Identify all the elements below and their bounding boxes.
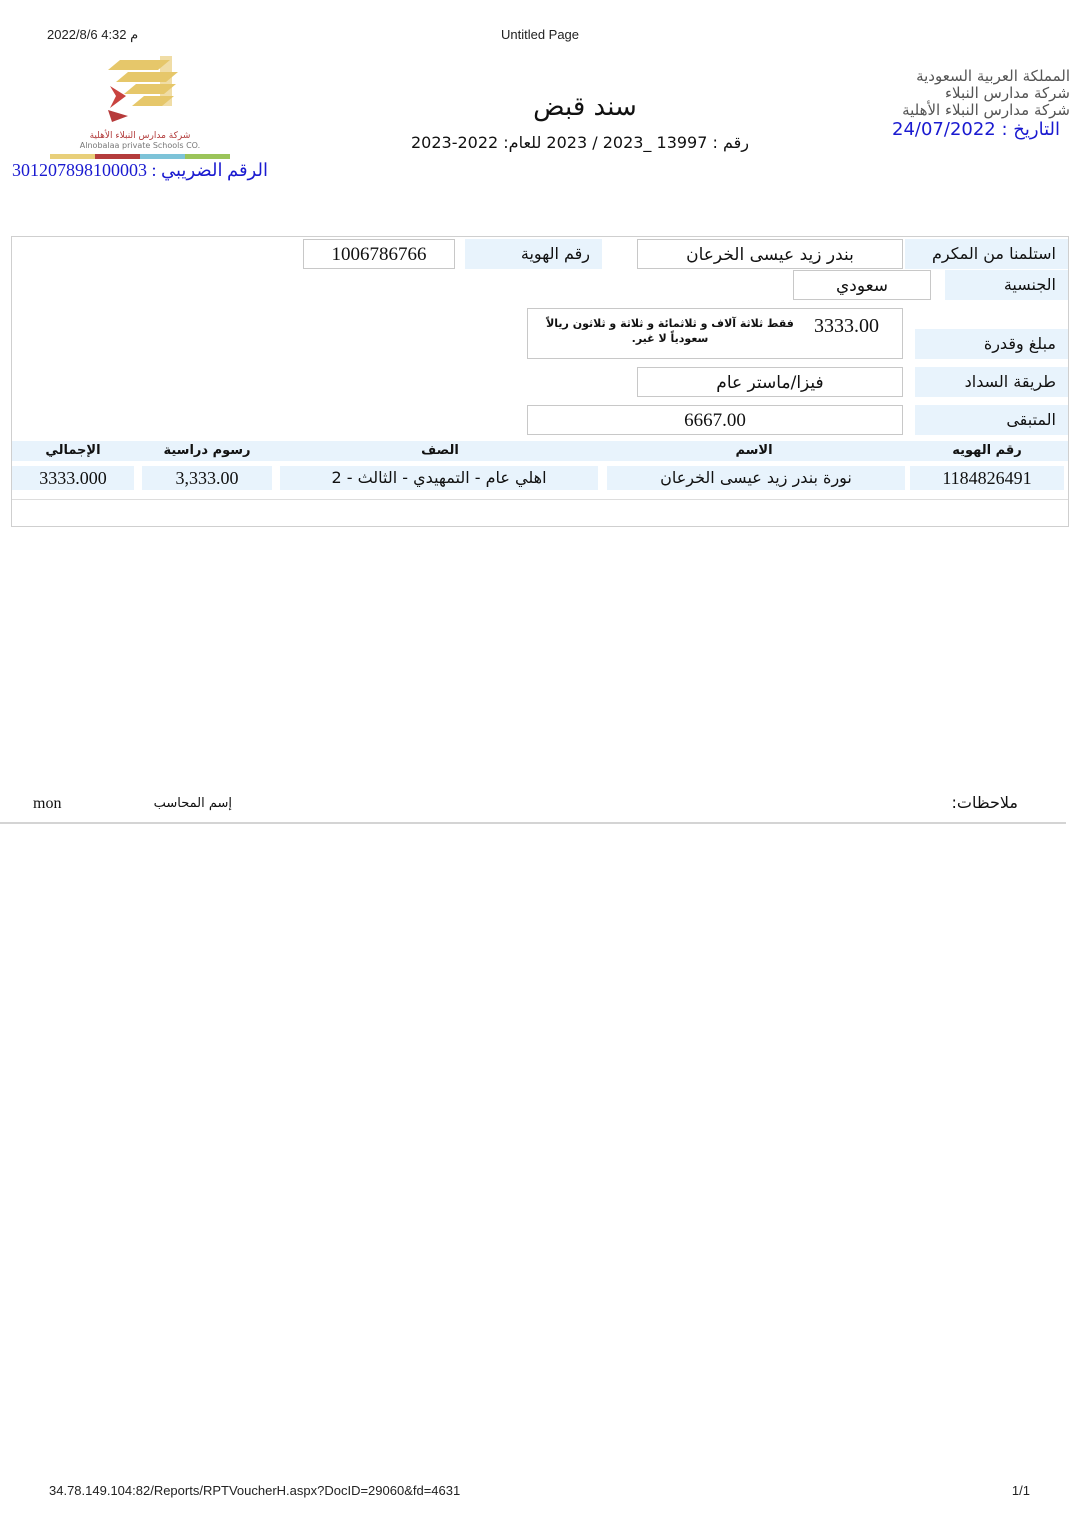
- nationality-field: سعودي: [793, 270, 931, 300]
- print-page-title: Untitled Page: [500, 27, 580, 42]
- company-logo: [50, 52, 230, 162]
- id-number-label: رقم الهوية: [465, 239, 602, 269]
- org-country: المملكة العربية السعودية: [916, 67, 1070, 85]
- id-number-field: 1006786766: [303, 239, 455, 269]
- amount-in-words: فقط ثلاثة آلاف و ثلاثمائة و ثلاثة و ثلاثون ريالاً سعودياً لا غير.: [546, 317, 794, 345]
- amount-label: مبلغ وقدرة: [915, 329, 1068, 359]
- nationality-label: الجنسية: [945, 270, 1068, 300]
- payment-method-label: طريقة السداد: [915, 367, 1068, 397]
- voucher-title: سند قبض: [533, 92, 637, 122]
- cell-id: 1184826491: [910, 466, 1064, 490]
- cell-total: 3333.000: [12, 466, 134, 490]
- logo-english-text: Alnobalaa private Schools CO.: [79, 141, 201, 150]
- logo-arabic-text: شركة مدارس النبلاء الأهلية: [89, 131, 191, 141]
- organization-block: [810, 68, 1070, 138]
- received-from-label: استلمنا من المكرم: [905, 239, 1068, 269]
- logo-mark-icon: [50, 52, 230, 162]
- voucher-date: التاريخ : 24/07/2022: [892, 119, 1060, 140]
- remaining-label: المتبقى: [915, 405, 1068, 435]
- students-table-header: [12, 441, 1068, 461]
- table-divider: [12, 499, 1068, 500]
- accountant-label: إسم المحاسب: [153, 796, 232, 811]
- cell-grade: اهلي عام - التمهيدي - الثالث - 2: [280, 466, 598, 490]
- col-header-id: رقم الهويه: [952, 443, 1022, 458]
- cell-fees: 3,333.00: [142, 466, 272, 490]
- col-header-grade: الصف: [421, 443, 459, 458]
- amount-box: [527, 308, 903, 359]
- receipt-card: [11, 236, 1069, 527]
- payment-method-field: فيزا/ماستر عام: [637, 367, 903, 397]
- footer-divider: [0, 822, 1066, 824]
- print-url: 34.78.149.104:82/Reports/RPTVoucherH.aspx?DocID=29060&fd=4631: [49, 1483, 461, 1498]
- col-header-name: الاسم: [735, 443, 773, 458]
- org-company-full: شركة مدارس النبلاء الأهلية: [902, 101, 1070, 119]
- remaining-field: 6667.00: [527, 405, 903, 435]
- col-header-fees: رسوم دراسية: [163, 443, 251, 458]
- print-page-number: 1/1: [1011, 1483, 1030, 1498]
- cell-name: نورة بندر زيد عيسى الخرعان: [607, 466, 905, 490]
- received-from-field: بندر زيد عيسى الخرعان: [637, 239, 903, 269]
- print-datetime: 2022/8/6 4:32 م: [47, 27, 139, 42]
- notes-label: ملاحظات:: [951, 793, 1018, 812]
- col-header-total: الإجمالي: [45, 443, 101, 458]
- amount-value: 3333.00: [814, 315, 879, 337]
- accountant-name: mon: [33, 795, 62, 812]
- voucher-number: رقم : 13997 _2023 / 2023 للعام: 2022-2023: [410, 133, 750, 152]
- tax-number: الرقم الضريبي : 301207898100003: [12, 160, 268, 180]
- org-company: شركة مدارس النبلاء: [945, 84, 1070, 102]
